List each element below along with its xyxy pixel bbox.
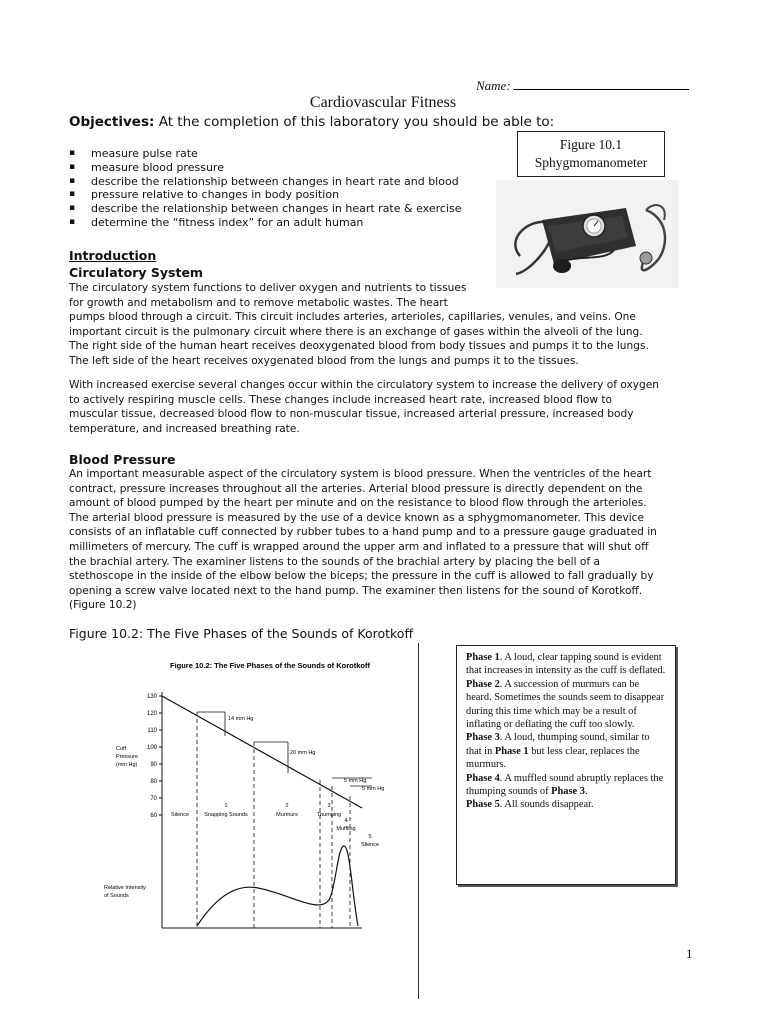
svg-text:Silence: Silence (170, 812, 190, 818)
name-field (476, 77, 689, 94)
svg-text:Cuff: Cuff (116, 746, 126, 752)
objective-item: ▪ describe the relationship between changes in heart rate & exercise (69, 202, 461, 216)
text-line: temperature, and increased breathing rate. (69, 422, 300, 435)
text-line: The circulatory system functions to deliver oxygen and nutrients to tissues (69, 282, 467, 294)
svg-text:(mm Hg): (mm Hg) (116, 762, 138, 768)
introduction-heading: Introduction (69, 248, 157, 263)
figure-10-1-caption-box (517, 131, 665, 177)
phase-5-description: Phase 5. All sounds disappear. (466, 799, 594, 811)
introduction-paragraph-2 (69, 378, 659, 436)
tick-label: 70 (150, 796, 157, 802)
text-line: The right side of the human heart receives deoxygenated blood from body tissues and pumps it to the lungs. (69, 340, 649, 353)
text-line: opening a screw valve located next to the hand pump. The examiner then listens for the sound of Korotkoff. (69, 584, 643, 597)
phase-boundaries (197, 712, 350, 928)
cuff-pressure-line (162, 696, 362, 808)
phase-4-description: Phase 4. A muffled sound abruptly replaces the thumping sounds of Phase 3. (466, 772, 664, 798)
phase-labels (171, 803, 379, 848)
text-line: millimeters of mercury. The cuff is wrapped around the upper arm and inflated to a pressure that will shut off (69, 540, 649, 553)
diagram-title: Figure 10.2: The Five Phases of the Sounds of Korotkoff (169, 661, 371, 670)
svg-text:Silence: Silence (360, 842, 380, 848)
svg-text:3: 3 (327, 803, 331, 809)
objectives-intro: At the completion of this laboratory you should be able to: (154, 114, 555, 130)
text-line: The left side of the heart receives oxygenated blood from the lungs and pumps it to the tissues. (69, 354, 579, 367)
svg-text:Relative Intensity: Relative Intensity (104, 885, 146, 891)
figure-10-1-number: Figure 10.1 (559, 137, 623, 152)
tick-label: 120 (146, 711, 157, 717)
svg-text:2: 2 (285, 803, 289, 809)
text-line: With increased exercise several changes occur within the circulatory system to increase the delivery of oxygen (69, 379, 659, 391)
objective-item: ▪ describe the relationship between changes in heart rate and blood (69, 175, 461, 189)
svg-text:5 mm Hg: 5 mm Hg (344, 778, 367, 784)
objective-item: ▪ pressure relative to changes in body position (69, 188, 461, 202)
introduction-paragraph-1 (69, 281, 649, 369)
korotkoff-diagram (100, 658, 400, 940)
objective-item: ▪ measure pulse rate (69, 147, 461, 161)
svg-text:14 mm Hg: 14 mm Hg (228, 716, 254, 722)
name-label: Name: (476, 78, 511, 93)
circulatory-system-heading: Circulatory System (69, 265, 203, 280)
objectives-label: Objectives: (69, 114, 155, 130)
text-line: An important measurable aspect of the circulatory system is blood pressure. When the ventricles of the heart (69, 468, 652, 480)
tick-label: 110 (147, 728, 157, 734)
page-title: Cardiovascular Fitness (309, 94, 457, 111)
text-line: The arterial blood pressure is measured by the use of a device known as a sphygmomanometer. This device (69, 511, 645, 524)
tick-label: 80 (150, 779, 157, 785)
text-line: (Figure 10.2) (69, 599, 137, 612)
tick-label: 90 (150, 762, 157, 768)
phase-3-description: Phase 3. A loud, thumping sound, similar to that in Phase 1 but less clear, replaces the murmurs. (466, 732, 650, 771)
text-line: to actively respiring muscle cells. These changes include increased heart rate, increased blood flow to (69, 393, 613, 406)
text-line: amount of blood pumped by the heart per minute and on the resistance to blood flow through the arterioles. (69, 497, 647, 510)
tick-label: 130 (146, 694, 157, 700)
svg-text:5: 5 (368, 834, 372, 840)
text-line: important circuit is the pulmonary circuit where there is an exchange of gases within the alveoli of the lung. (69, 325, 643, 338)
figure-10-1-title: Sphygmomanometer (534, 155, 648, 170)
text-line: stethoscope in the inside of the elbow below the biceps; the pressure in the cuff is allowed to fall gradually by (69, 570, 654, 583)
blood-pressure-heading: Blood Pressure (69, 452, 176, 467)
svg-text:of Sounds: of Sounds (104, 893, 129, 899)
text-line: for growth and metabolism and to remove metabolic wastes. The heart (69, 296, 448, 309)
svg-text:4: 4 (344, 818, 348, 824)
svg-text:1: 1 (224, 803, 228, 809)
phase-2-description: Phase 2. A succession of murmurs can be heard. Sometimes the sounds seem to disappear during this time which may be a result of inflating or deflating the cuff too slowly. (466, 678, 665, 731)
svg-text:Thumping: Thumping (316, 812, 342, 818)
objectives-list (69, 147, 461, 230)
figure-10-2-caption: Figure 10.2: The Five Phases of the Sounds of Korotkoff (69, 626, 414, 641)
svg-text:Murmurs: Murmurs (276, 812, 298, 818)
svg-text:5 mm Hg: 5 mm Hg (362, 786, 385, 792)
text-line: pumps blood through a circuit. This circuit includes arteries, arterioles, capillaries, venules, and veins. One (69, 311, 636, 324)
objectives-line (69, 114, 554, 130)
pressure-drop-labels (228, 716, 384, 792)
svg-text:20 mm Hg: 20 mm Hg (290, 750, 316, 756)
tick-label: 60 (150, 813, 157, 819)
text-line: contract, pressure increases throughout all the arteries. Arterial blood pressure is directly dependent on the (69, 482, 643, 495)
objective-item: ▪ measure blood pressure (69, 161, 461, 175)
svg-text:Muffling: Muffling (336, 826, 356, 832)
text-line: consists of an inflatable cuff connected by rubber tubes to a hand pump and to a pressure gauge graduated in (69, 526, 657, 539)
pressure-drop-markers (197, 712, 372, 786)
column-divider (418, 643, 419, 999)
sphygmomanometer-image (496, 180, 679, 288)
intensity-label (104, 885, 146, 899)
objective-item: ▪ determine the “fitness index” for an adult human (69, 216, 461, 230)
svg-text:Pressure: Pressure (116, 754, 139, 760)
phase-1-description: Phase 1. A loud, clear tapping sound is evident that increases in intensity as the cuff is deflated. (466, 652, 666, 677)
svg-text:Snapping Sounds: Snapping Sounds (204, 812, 248, 818)
text-line: muscular tissue, decreased blood flow to non-muscular tissue, increased arterial pressure, increased body (69, 408, 634, 421)
name-blank-line (513, 77, 689, 90)
text-line: the brachial artery. The examiner listens to the sounds of the brachial artery by placing the bell of a (69, 555, 600, 568)
cuff-pressure-label (116, 746, 138, 768)
page-number: 1 (686, 946, 693, 961)
tick-label: 100 (146, 745, 157, 751)
korotkoff-phases-box (456, 645, 676, 885)
blood-pressure-paragraph (69, 467, 657, 613)
sound-intensity-curve (197, 846, 358, 926)
pressure-ticks (147, 694, 162, 819)
